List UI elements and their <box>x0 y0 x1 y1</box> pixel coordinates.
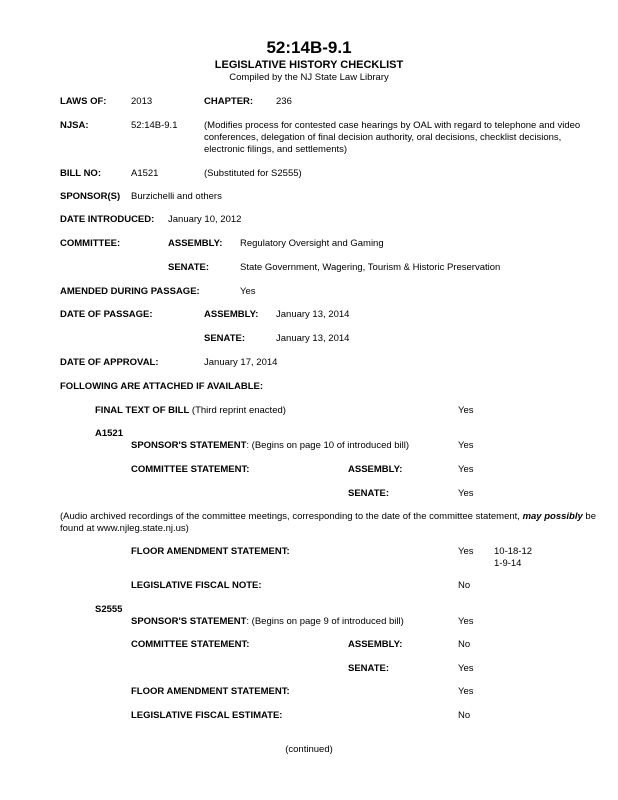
a1521-fiscal-value: No <box>458 580 471 591</box>
a1521-sponsor-value: Yes <box>458 440 474 451</box>
audio-note-suffix: be found at www.njleg.state.nj.us) <box>60 511 596 534</box>
final-text-row <box>95 405 286 417</box>
s2555-fiscal-label: LEGISLATIVE FISCAL ESTIMATE: <box>131 710 283 721</box>
s2555-senate-value: Yes <box>458 663 474 674</box>
page-subtitle: LEGISLATIVE HISTORY CHECKLIST <box>214 59 404 71</box>
s2555-assembly-value: No <box>458 639 471 650</box>
committee-assembly-label: ASSEMBLY: <box>168 238 223 249</box>
committee-senate-value: State Government, Wagering, Tourism & Historic Preservation <box>240 262 501 273</box>
njsa-value: 52:14B-9.1 <box>131 120 178 131</box>
s2555-sponsor-note: : (Begins on page 9 of introduced bill) <box>246 616 404 627</box>
a1521-floor-date-2: 1-9-14 <box>494 558 522 569</box>
a1521-floor-label: FLOOR AMENDMENT STATEMENT: <box>131 546 290 557</box>
s2555-fiscal-value: No <box>458 710 471 721</box>
date-of-approval-value: January 17, 2014 <box>204 357 278 368</box>
passage-senate-value: January 13, 2014 <box>276 333 350 344</box>
a1521-heading: A1521 <box>95 428 123 439</box>
s2555-floor-value: Yes <box>458 686 474 697</box>
a1521-senate-value: Yes <box>458 488 474 499</box>
a1521-fiscal-label: LEGISLATIVE FISCAL NOTE: <box>131 580 262 591</box>
s2555-sponsor-label: SPONSOR'S STATEMENT <box>131 616 247 627</box>
chapter-label: CHAPTER: <box>204 96 254 107</box>
committee-label: COMMITTEE: <box>60 238 121 249</box>
a1521-sponsor-note: : (Begins on page 10 of introduced bill) <box>246 440 410 451</box>
s2555-sponsor-row <box>131 616 404 628</box>
bill-no-label: BILL NO: <box>60 168 101 179</box>
laws-of-label: LAWS OF: <box>60 96 107 107</box>
s2555-heading: S2555 <box>95 604 123 615</box>
amended-label: AMENDED DURING PASSAGE: <box>60 286 200 297</box>
a1521-floor-value: Yes <box>458 546 474 557</box>
committee-assembly-value: Regulatory Oversight and Gaming <box>240 238 384 249</box>
a1521-committee-label: COMMITTEE STATEMENT: <box>131 464 250 475</box>
audio-note-prefix: (Audio archived recordings of the committee meetings, corresponding to the date of the committee statement, <box>60 511 523 522</box>
bill-no-value: A1521 <box>131 168 159 179</box>
s2555-senate-label: SENATE: <box>348 663 389 674</box>
s2555-floor-label: FLOOR AMENDMENT STATEMENT: <box>131 686 290 697</box>
audio-note-emphasis: may possibly <box>522 511 583 522</box>
final-text-value: Yes <box>458 405 474 416</box>
final-text-label: FINAL TEXT OF BILL <box>95 405 190 416</box>
bill-no-note: (Substituted for S2555) <box>204 168 302 179</box>
chapter-value: 236 <box>276 96 292 107</box>
page-title: 52:14B-9.1 <box>266 38 352 57</box>
a1521-senate-label: SENATE: <box>348 488 389 499</box>
a1521-assembly-value: Yes <box>458 464 474 475</box>
continued-note: (continued) <box>285 744 333 755</box>
committee-senate-label: SENATE: <box>168 262 209 273</box>
njsa-description: (Modifies process for contested case hearings by OAL with regard to telephone and video conferences, delegation of final decision authority, oral decisions, checklist decisions, electronic filings, and settlements) <box>204 120 581 155</box>
sponsors-value: Burzichelli and others <box>131 191 222 202</box>
a1521-assembly-label: ASSEMBLY: <box>348 464 403 475</box>
passage-assembly-label: ASSEMBLY: <box>204 309 259 320</box>
s2555-assembly-label: ASSEMBLY: <box>348 639 403 650</box>
s2555-sponsor-value: Yes <box>458 616 474 627</box>
a1521-floor-date-1: 10-18-12 <box>494 546 533 557</box>
date-of-approval-label: DATE OF APPROVAL: <box>60 357 159 368</box>
date-introduced-label: DATE INTRODUCED: <box>60 214 155 225</box>
laws-of-value: 2013 <box>131 96 153 107</box>
final-text-note: (Third reprint enacted) <box>189 405 286 416</box>
sponsors-label: SPONSOR(S) <box>60 191 121 202</box>
audio-archive-note <box>60 511 605 535</box>
passage-assembly-value: January 13, 2014 <box>276 309 350 320</box>
njsa-label: NJSA: <box>60 120 89 131</box>
a1521-sponsor-label: SPONSOR'S STATEMENT <box>131 440 247 451</box>
s2555-committee-label: COMMITTEE STATEMENT: <box>131 639 250 650</box>
amended-value: Yes <box>240 286 256 297</box>
attached-heading: FOLLOWING ARE ATTACHED IF AVAILABLE: <box>60 381 263 392</box>
a1521-sponsor-row <box>131 440 409 452</box>
date-introduced-value: January 10, 2012 <box>168 214 242 225</box>
passage-senate-label: SENATE: <box>204 333 245 344</box>
date-of-passage-label: DATE OF PASSAGE: <box>60 309 153 320</box>
compiled-by: Compiled by the NJ State Law Library <box>229 72 389 83</box>
